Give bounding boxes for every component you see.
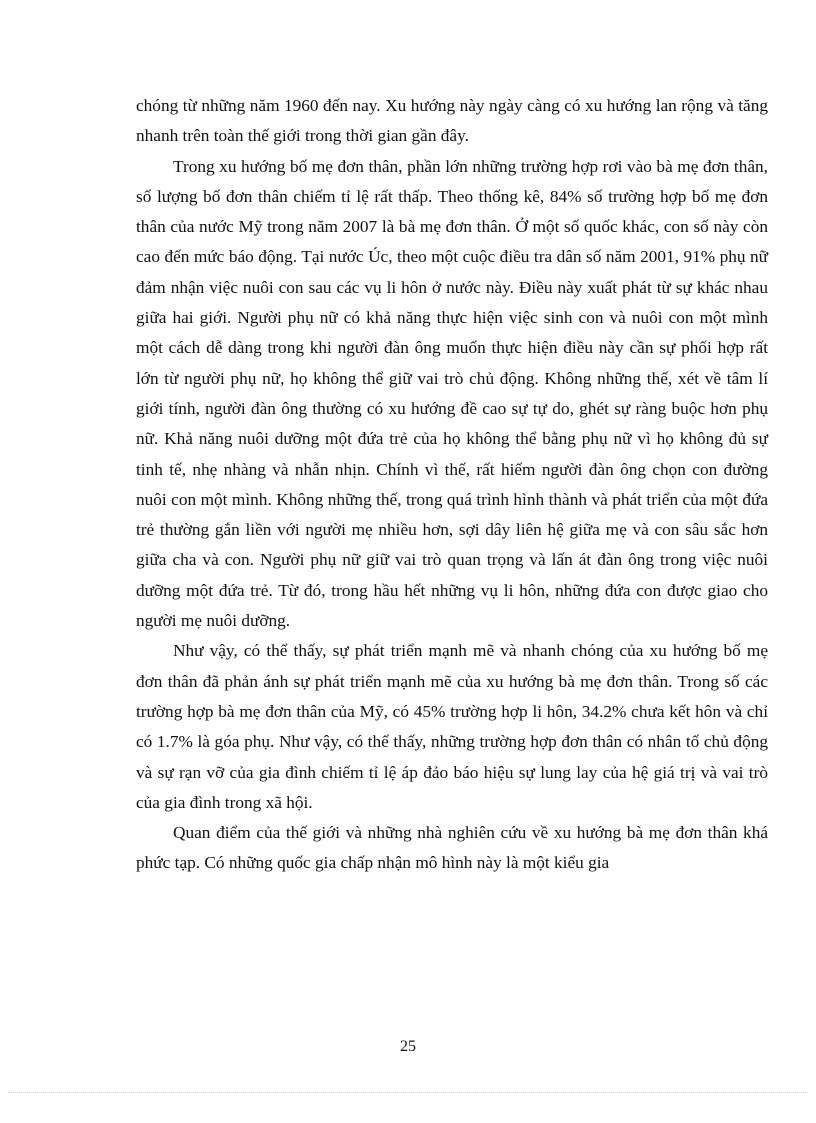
page-bottom-divider bbox=[8, 1092, 808, 1093]
body-text bbox=[136, 91, 768, 879]
page-number: 25 bbox=[400, 1038, 416, 1055]
paragraph-3: Như vậy, có thể thấy, sự phát triển mạnh mẽ và nhanh chóng của xu hướng bố mẹ đơn thân đã phản ánh sự phát triển mạnh mẽ của xu hướng bà mẹ đơn thân. Trong số các trường hợp bà mẹ đơn thân của Mỹ, có 45% trường hợp li hôn, 34.2% chưa kết hôn và chỉ có 1.7% là góa phụ. Như vậy, có thể thấy, những trường hợp đơn thân có nhân tố chủ động và sự rạn vỡ của gia đình chiếm tỉ lệ áp đảo báo hiệu sự lung lay của hệ giá trị và vai trò của gia đình trong xã hội. bbox=[136, 641, 768, 812]
paragraph-4: Quan điểm của thế giới và những nhà nghiên cứu về xu hướng bà mẹ đơn thân khá phức tạp. Có những quốc gia chấp nhận mô hình này là một kiểu gia bbox=[136, 823, 768, 873]
paragraph-2: Trong xu hướng bố mẹ đơn thân, phần lớn những trường hợp rơi vào bà mẹ đơn thân, số lượng bố đơn thân chiếm tỉ lệ rất thấp. Theo thống kê, 84% số trường hợp bố mẹ đơn thân của nước Mỹ trong năm 2007 là bà mẹ đơn thân. Ở một số quốc khác, con số này còn cao đến mức báo động. Tại nước Úc, theo một cuộc điều tra dân số năm 2001, 91% phụ nữ đảm nhận việc nuôi con sau các vụ li hôn ở nước này. Điều này xuất phát từ sự khác nhau giữa hai giới. Người phụ nữ có khả năng thực hiện việc sinh con và nuôi con một mình một cách dễ dàng trong khi người đàn ông muốn thực hiện điều này cần sự phối hợp rất lớn từ người phụ nữ, họ không thể giữ vai trò chủ động. Không những thế, xét về tâm lí giới tính, người đàn ông thường có xu hướng đề cao sự tự do, ghét sự ràng buộc hơn phụ nữ. Khả năng nuôi dưỡng một đứa trẻ của họ không thể bằng phụ nữ vì họ không đủ sự tinh tế, nhẹ nhàng và nhẫn nhịn. Chính vì thế, rất hiếm người đàn ông chọn con đường nuôi con một mình. Không những thế, trong quá trình hình thành và phát triển của một đứa trẻ thường gắn liền với người mẹ nhiều hơn, sợi dây liên hệ giữa mẹ và con sâu sắc hơn giữa cha và con. Người phụ nữ giữ vai trò quan trọng và lấn át đàn ông trong việc nuôi dưỡng một đứa trẻ. Từ đó, trong hầu hết những vụ li hôn, những đứa con được giao cho người mẹ nuôi dưỡng. bbox=[136, 156, 768, 631]
paragraph-1: chóng từ những năm 1960 đến nay. Xu hướng này ngày càng có xu hướng lan rộng và tăng nhanh trên toàn thế giới trong thời gian gần đây. bbox=[136, 96, 768, 146]
